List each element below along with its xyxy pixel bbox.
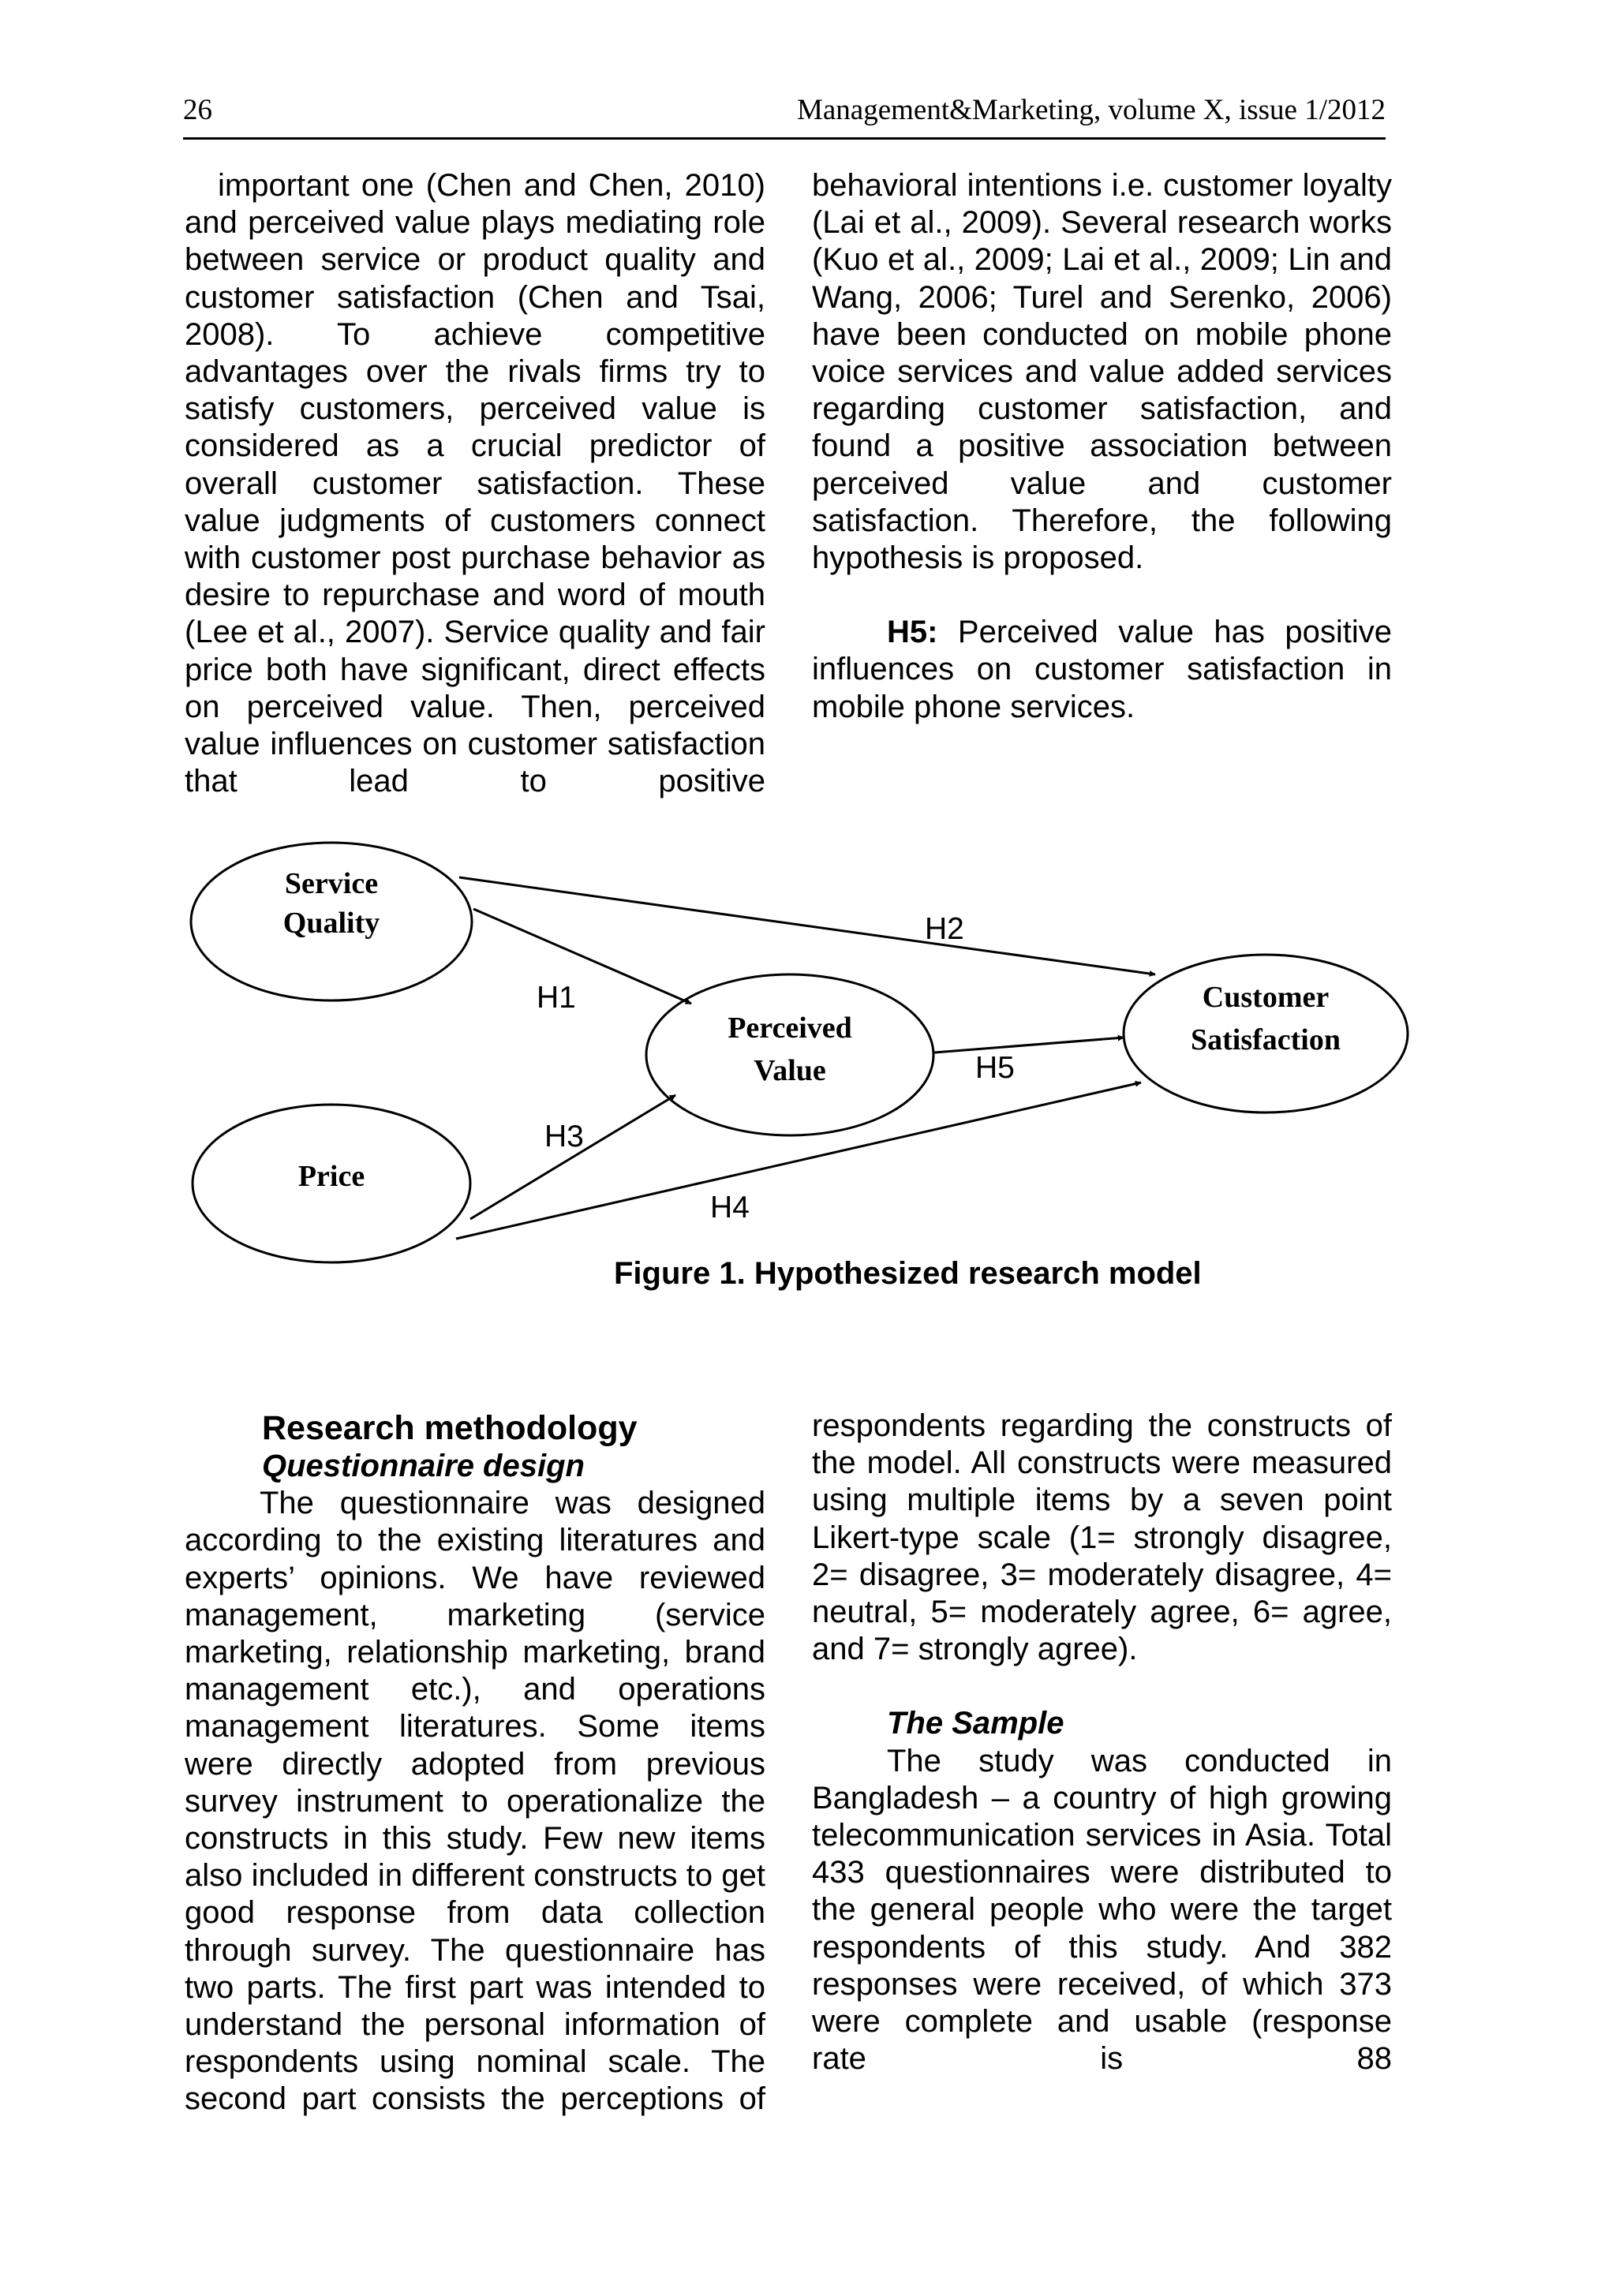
subsection-title: Questionnaire design bbox=[262, 1449, 585, 1483]
path-h2-arrow bbox=[459, 877, 1155, 974]
h4-label: H4 bbox=[710, 1191, 750, 1225]
path-h4-arrow bbox=[456, 1083, 1141, 1239]
body-paragraph: important one (Chen and Chen, 2010) and perceived value plays mediating role between service or product quality and customer satisfaction (Chen and Tsai, 2008). To achieve competitive advantages over the rivals firms try to satisfy customers, perceived value is considered as a crucial predictor of overall customer satisfaction. These value judgments of customers connect with customer post purchase behavior as desire to repurchase and word of mouth (Lee et al., 2007). Service quality and fair price both have significant, direct effects on perceived value. Then, perceived value influences on customer satisfaction that lead to positive bbox=[185, 168, 765, 799]
h5-label: H5 bbox=[975, 1051, 1015, 1085]
bottom-right-column bbox=[812, 1408, 1392, 2077]
h1-label: H1 bbox=[537, 981, 576, 1015]
perceived-value-label: Perceived Value bbox=[728, 1012, 852, 1087]
path-h1-arrow bbox=[473, 909, 691, 1004]
h3-label: H3 bbox=[544, 1120, 584, 1154]
body-paragraph: respondents regarding the constructs of the model. All constructs were measured using multiple items by a seven point Likert-type scale (1= strongly disagree, 2= disagree, 3= moderately disagree, 4= neutral, 5= moderately agree, 6= agree, and 7= strongly agree). bbox=[812, 1408, 1392, 1667]
body-paragraph: behavioral intentions i.e. customer loyalty (Lai et al., 2009). Several research works (Kuo et al., 2009; Lai et al., 2009; Lin and Wang, 2006; Turel and Serenko, 2006) have been conducted on mobile phone voice services and value added services regarding customer satisfaction, and found a positive association between perceived value and customer satisfaction. Therefore, the following hypothesis is proposed. bbox=[812, 168, 1392, 576]
path-h5-arrow bbox=[934, 1038, 1124, 1053]
h2-label: H2 bbox=[925, 912, 964, 946]
bottom-left-column bbox=[185, 1408, 765, 2118]
customer-satisfaction-label: Customer Satisfaction bbox=[1191, 981, 1341, 1056]
subsection-title: The Sample bbox=[887, 1706, 1064, 1741]
service-quality-label: Service Quality bbox=[282, 867, 380, 940]
body-paragraph: The questionnaire was designed according to the existing literatures and experts’ opinions. We have reviewed management, marketing (service marketing, relationship marketing, brand management etc.), and operations management literatures. Some items were directly adopted from previous survey instrument to operationalize the constructs in this study. Few new items also included in different constructs to get good response from data collection through survey. The questionnaire has two parts. The first part was intended to understand the personal information of respondents using nominal scale. The second part consists the perceptions of bbox=[185, 1486, 765, 2117]
hypothesis-label: H5: bbox=[887, 615, 938, 650]
path-h3-arrow bbox=[470, 1095, 675, 1219]
page-number: 26 bbox=[183, 94, 212, 126]
hypothesis-text: Perceived value has positive influences on customer satisfaction in mobile phone services. bbox=[812, 615, 1392, 724]
journal-title: Management&Marketing, volume X, issue 1/2012 bbox=[796, 94, 1386, 126]
section-title: Research methodology bbox=[262, 1409, 638, 1447]
price-label: Price bbox=[297, 1160, 365, 1193]
figure-caption: Figure 1. Hypothesized research model bbox=[614, 1256, 1202, 1291]
body-paragraph: The study was conducted in Bangladesh – a country of high growing telecommunication services in Asia. Total 433 questionnaires were distributed to the general people who were the target respondents of this study. And 382 responses were received, of which 373 were complete and usable (response rate is 88 bbox=[812, 1743, 1392, 2077]
